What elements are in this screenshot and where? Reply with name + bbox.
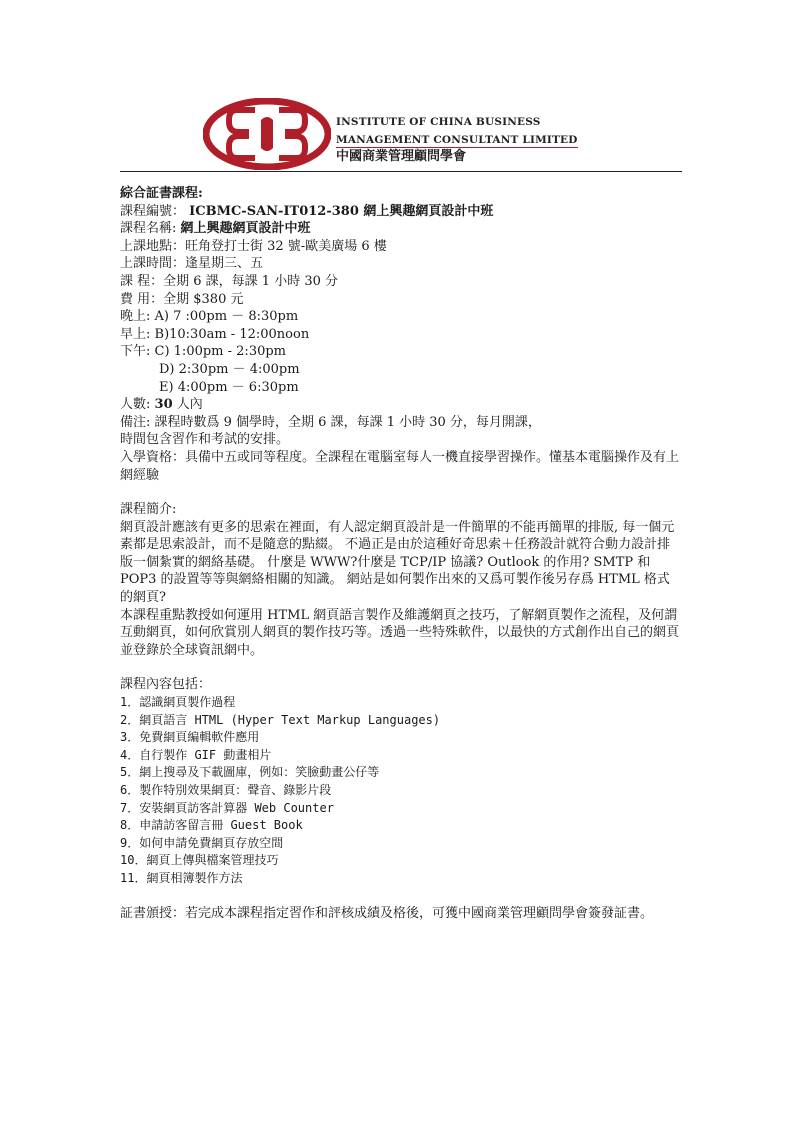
entry-requirements: 入學資格：具備中五或同等程度。全課程在電腦室每人一機直接學習操作。懂基本電腦操作及有上網經驗 [120, 449, 680, 483]
remarks-line: 時間包含習作和考試的安排。 [120, 432, 290, 448]
icbmc-logo-icon [203, 98, 331, 174]
intro-paragraph: 網頁設計應該有更多的思索在裡面，有人認定網頁設計是一件簡單的不能再簡單的排版, 每一個元素都是思索設計，而不是隨意的點綴。 不過正是由於這種好奇思索＋任務設計就符合動力設計排版一個紮實的網絡基礎。 什麼是 WWW?什麼是 TCP/IP 協議? Outlook 的作用? SMTP 和 POP3 的設置等等與網絡相關的知識。 網站是如何製作出來的又爲可製作後另存爲 HTML 格式的網頁? [120, 519, 675, 606]
time-line: 上課時間：逢星期三、五 [120, 256, 264, 272]
schedule-line: E) 4:00pm － 6:30pm [159, 379, 299, 395]
intro-paragraph: 本課程重點教授如何運用 HTML 網頁語言製作及維護網頁之技巧，了解網頁製作之流程，及何謂互動網頁，如何欣賞別人網頁的製作技巧等。透過一些特殊軟件，以最快的方式創作出自己的網頁並登錄於全球資訊網中。 [120, 607, 680, 658]
schedule-line: D) 2:30pm － 4:00pm [159, 361, 300, 377]
course-code-value: ICBMC-SAN-IT012-380 網上興趣網頁設計中班 [189, 203, 494, 219]
list-item: 8．申請訪客留言冊 Guest Book [120, 818, 303, 833]
capacity-value: 30 [154, 397, 173, 413]
document-heading: 綜合証書課程: [120, 186, 203, 201]
list-item: 6．製作特別效果網頁：聲音、錄影片段 [120, 783, 332, 797]
location-line: 上課地點：旺角登打士街 32 號-歐美廣場 6 樓 [120, 238, 387, 254]
list-item: 9．如何申請免費網頁存放空間 [120, 835, 284, 850]
certificate-line: 証書頒授：若完成本課程指定習作和評核成績及格後，可獲中國商業管理顧問學會簽發証書。 [120, 905, 654, 921]
capacity-unit: 人內 [176, 397, 203, 413]
remarks-line: 備注: 課程時數爲 9 個學時，全期 6 課，每課 1 小時 30 分，每月開課， [120, 414, 541, 430]
list-item: 2．網頁語言 HTML (Hyper Text Markup Languages) [120, 712, 441, 727]
institute-name-block [336, 116, 578, 165]
list-item: 5．網上搜尋及下載圖庫，例如：笑臉動畫公仔等 [120, 765, 380, 780]
course-code-line [120, 203, 680, 221]
institute-name-en-line2: MANAGEMENT CONSULTANT LIMITED [336, 134, 578, 146]
course-name-value: 網上興趣網頁設計中班 [180, 221, 311, 237]
content-title: 課程內容包括： [120, 677, 212, 693]
letterhead-divider [120, 171, 682, 172]
content-list [120, 694, 680, 888]
list-item: 10．網頁上傳與檔案管理技巧 [120, 853, 279, 868]
course-name-line [120, 220, 680, 238]
list-item: 4．自行製作 GIF 動畫相片 [120, 747, 272, 762]
schedule-line: 晚上: A) 7 :00pm － 8:30pm [120, 309, 299, 325]
list-item: 3．免費網頁編輯軟件應用 [120, 730, 260, 745]
course-name-label: 課程名稱: [120, 221, 177, 237]
list-item: 11．網頁相簿製作方法 [120, 870, 243, 885]
lessons-line: 課 程：全期 6 課，每課 1 小時 30 分 [120, 273, 339, 289]
list-item: 1．認識網頁製作過程 [120, 695, 236, 710]
course-body [120, 185, 680, 922]
course-code-label: 課程編號： [120, 203, 186, 219]
schedule-line: 早上: B)10:30am - 12:00noon [120, 326, 310, 342]
institute-name-zh: 中國商業管理顧問學會 [336, 149, 467, 164]
fee-line: 費 用：全期 $380 元 [120, 291, 244, 307]
capacity-line [120, 396, 680, 414]
schedule-line: 下午: C) 1:00pm - 2:30pm [120, 344, 287, 360]
capacity-label: 人數: [120, 397, 151, 413]
list-item: 7．安裝網頁訪客計算器 Web Counter [120, 800, 334, 815]
intro-title: 課程簡介: [120, 502, 177, 518]
institute-name-en-line1: INSTITUTE OF CHINA BUSINESS [336, 116, 541, 128]
